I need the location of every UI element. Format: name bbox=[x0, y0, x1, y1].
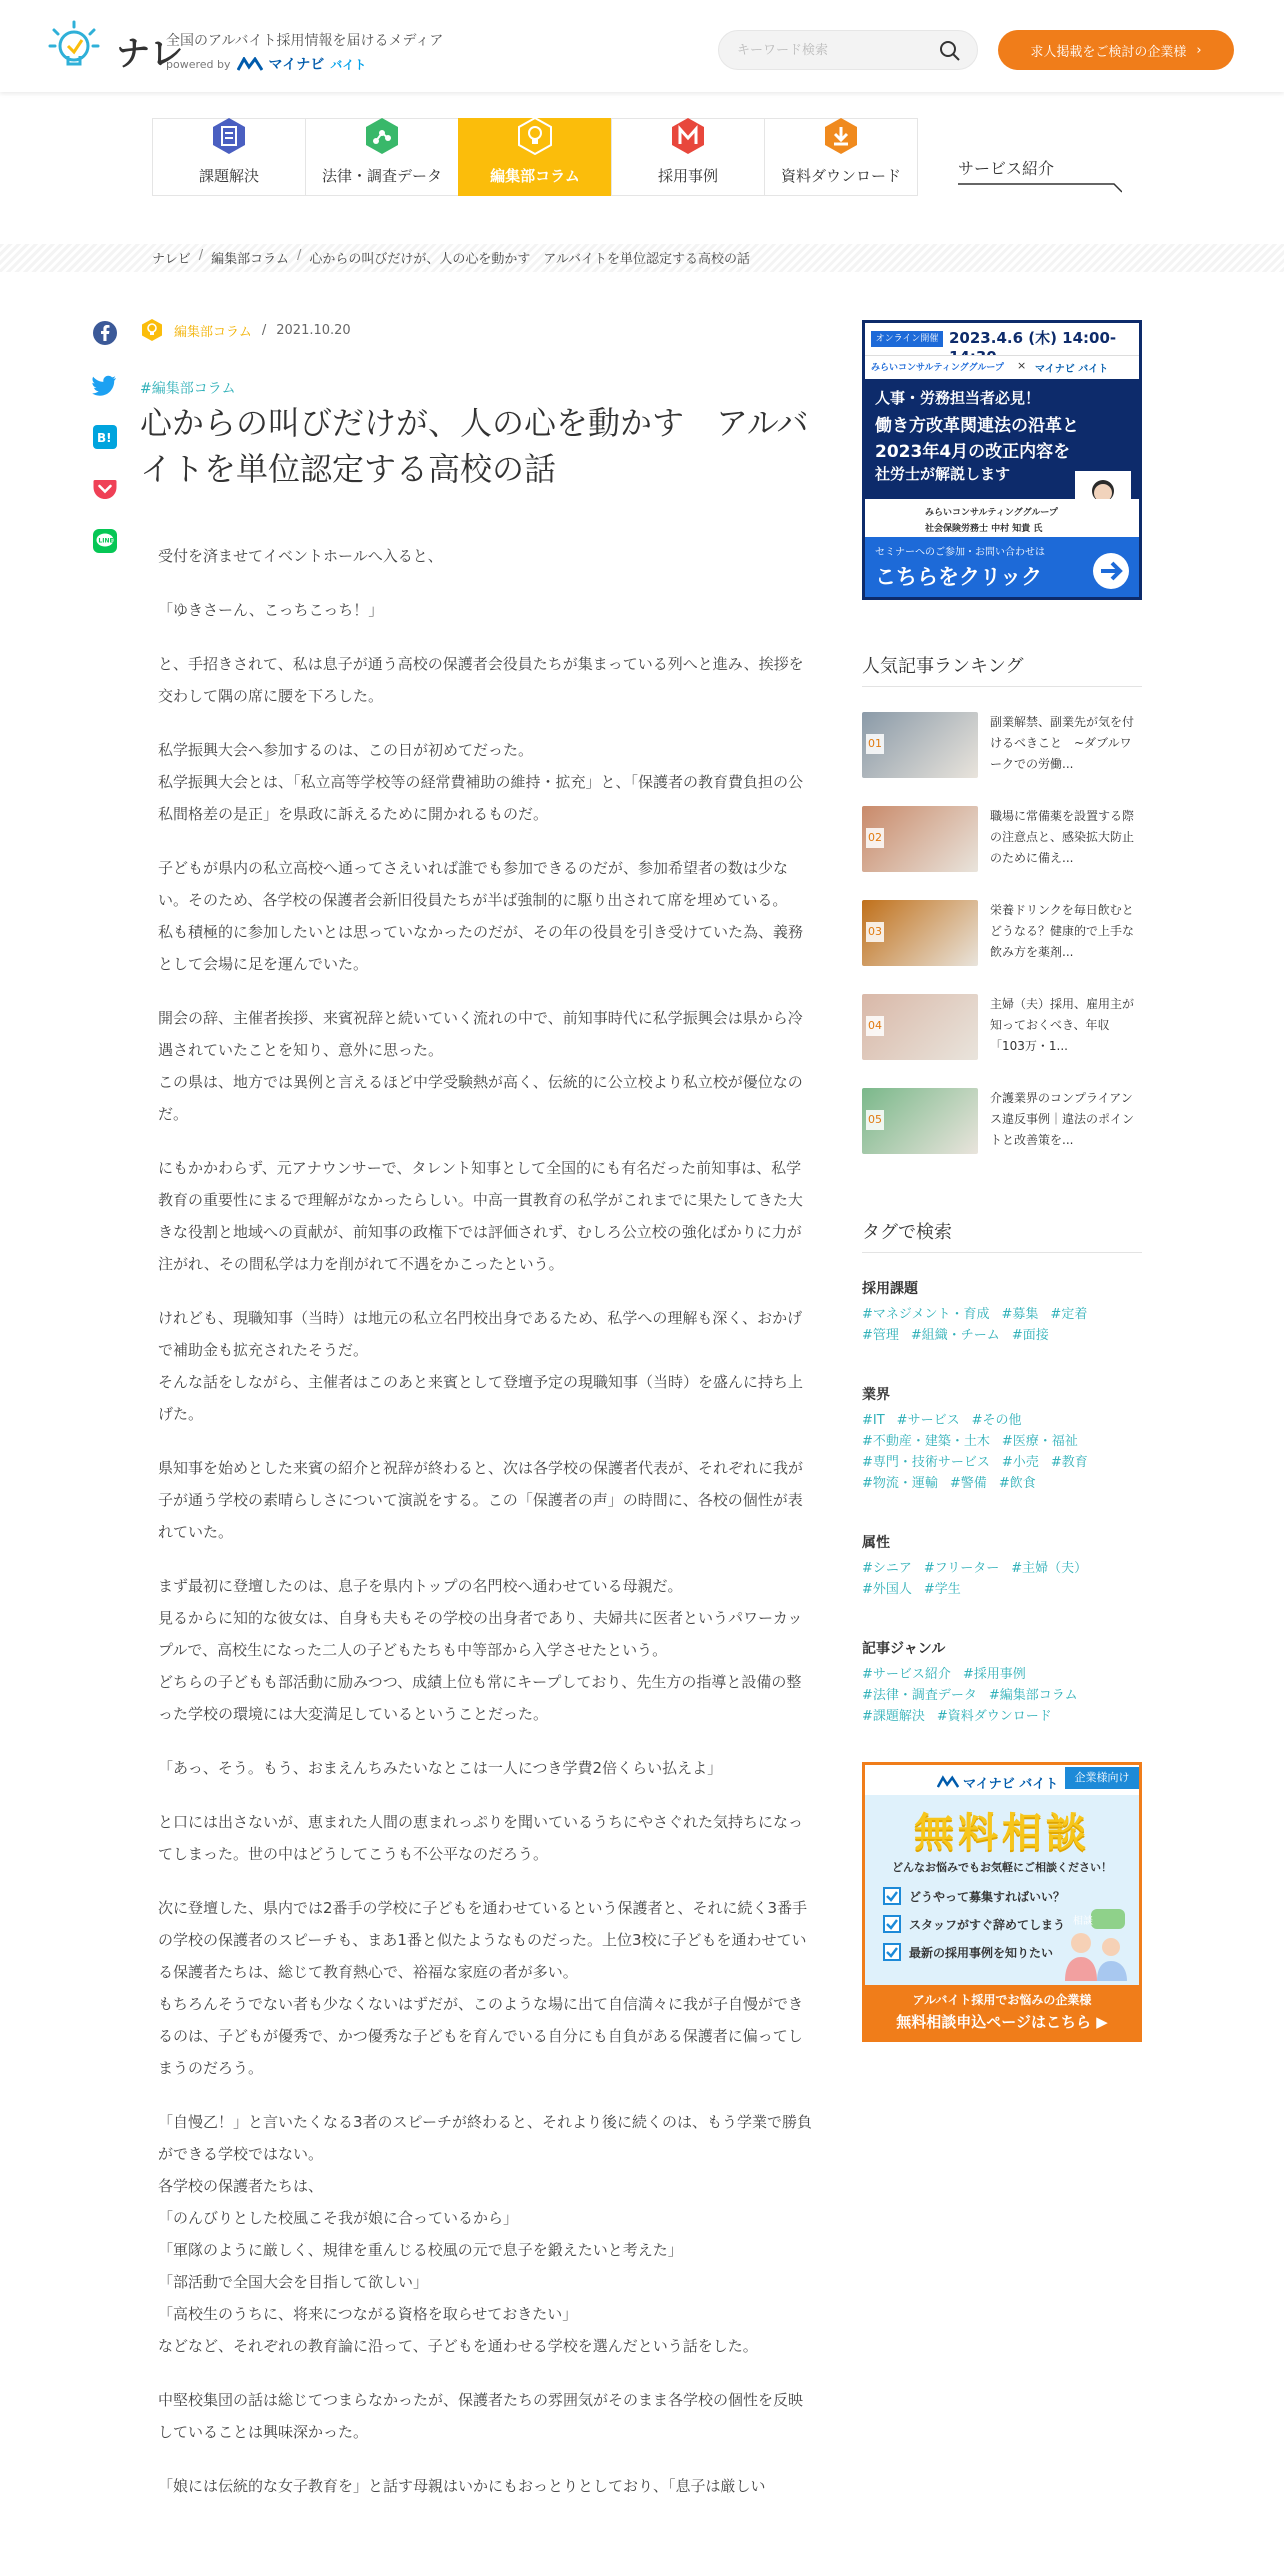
banner-cta-small: セミナーへのご参加・お問い合わせは bbox=[875, 547, 1045, 558]
article-paragraph: 中堅校集団の話は総じてつまらなかったが、保護者たちの雰囲気がそのまま各学校の個性を反映していることは興味深かった。 bbox=[158, 2391, 804, 2441]
tag-line bbox=[862, 1560, 1142, 1578]
article-hashtag[interactable]: #編集部コラム bbox=[140, 381, 236, 397]
tag-link[interactable]: #医療・福祉 bbox=[1001, 1434, 1078, 1449]
banner2-brand: マイナビ バイト bbox=[963, 1777, 1059, 1792]
banner2-check-item bbox=[883, 1943, 1053, 1961]
nav-label: 採用事例 bbox=[657, 167, 718, 185]
banner-headline-1: 人事・労務担当者必見！ bbox=[875, 389, 1041, 407]
banner2-check-item bbox=[883, 1887, 1065, 1905]
breadcrumb-separator: / bbox=[297, 248, 302, 263]
tag-group-heading: 採用課題 bbox=[862, 1281, 918, 1297]
tag-line bbox=[862, 1666, 1142, 1684]
article-body bbox=[158, 540, 814, 2524]
banner2-badge: 企業様向け bbox=[1065, 1767, 1139, 1789]
article-meta bbox=[140, 318, 351, 342]
ranking-thumbnail bbox=[862, 994, 978, 1060]
banner2-footer-2: 無料相談申込ページはこちら ▶ bbox=[896, 2013, 1108, 2031]
ranking-number: 01 bbox=[866, 734, 884, 754]
nav-item-law-data[interactable] bbox=[305, 118, 459, 196]
tag-link[interactable]: #飲食 bbox=[998, 1476, 1036, 1491]
banner2-bubble: 相談 bbox=[1073, 1916, 1093, 1927]
tag-link[interactable]: #マネジメント・育成 bbox=[862, 1307, 990, 1322]
speaker-name: 社会保険労務士 中村 知貴 氏 bbox=[925, 524, 1043, 534]
ranking-title: 人気記事ランキング bbox=[862, 656, 1024, 677]
tag-link[interactable]: #外国人 bbox=[862, 1582, 912, 1597]
nav-label: 法律・調査データ bbox=[321, 167, 442, 185]
checkbox-checked-icon bbox=[883, 1943, 901, 1961]
tag-line bbox=[862, 1687, 1142, 1705]
hatena-bookmark-icon[interactable] bbox=[92, 424, 118, 450]
tag-line bbox=[862, 1475, 1142, 1493]
lightbulb-icon bbox=[516, 117, 554, 155]
tag-link[interactable]: #IT bbox=[862, 1413, 885, 1428]
article-paragraph: と口には出さないが、恵まれた人間の恵まれっぷりを聞いているうちにやさぐれた気持ちになってしまった。世の中はどうしてこうも不公平なのだろう。 bbox=[158, 1813, 804, 1863]
twitter-icon[interactable] bbox=[92, 372, 118, 398]
tag-link[interactable]: #不動産・建築・土木 bbox=[862, 1434, 990, 1449]
tag-link[interactable]: #警備 bbox=[949, 1476, 987, 1491]
tag-link[interactable]: #学生 bbox=[923, 1582, 961, 1597]
tag-link[interactable]: #資料ダウンロード bbox=[936, 1709, 1052, 1724]
banner2-check-label: どうやって募集すればいい？ bbox=[909, 1889, 1066, 1904]
banner-headline-4: 社労士が解説します bbox=[875, 465, 1011, 483]
banner-cta: こちらをクリック bbox=[875, 565, 1043, 589]
article-paragraph: 私学振興大会へ参加するのは、この日が初めてだった。 私学振興大会とは、「私立高等学校等の経常費補助の維持・拡充」と、「保護者の教育費負担の公私間格差の是正」を県政に訴えるために開かれるものだ。 bbox=[158, 741, 804, 823]
tag-group-heading: 記事ジャンル bbox=[862, 1641, 946, 1657]
tags-divider bbox=[862, 1252, 1142, 1253]
article-paragraph: 「ゆきさーん、こっちこっち！」 bbox=[158, 601, 384, 619]
ranking-title: 副業解禁、副業先が気を付けるべきこと ~ダブルワークでの労働... bbox=[990, 715, 1135, 771]
speaker-org: みらいコンサルティンググループ bbox=[925, 508, 1058, 518]
tag-link[interactable]: #教育 bbox=[1050, 1455, 1088, 1470]
nav-label: 課題解決 bbox=[198, 167, 259, 185]
meta-separator: / bbox=[261, 322, 267, 338]
breadcrumb-separator: / bbox=[198, 248, 204, 263]
mynavi-brand-sub: バイト bbox=[330, 57, 367, 72]
banner2-footer-1: アルバイト採用でお悩みの企業様 bbox=[912, 1993, 1092, 2007]
banner2-check-label: 最新の採用事例を知りたい bbox=[909, 1945, 1054, 1960]
banner2-title: 無料相談 bbox=[914, 1810, 1090, 1856]
nav-label: 資料ダウンロード bbox=[780, 167, 901, 185]
svg-text:B!: B! bbox=[97, 431, 112, 445]
banner-headline-2: 働き方改革関連法の沿革と bbox=[875, 416, 1079, 436]
tag-link[interactable]: #サービス紹介 bbox=[862, 1667, 951, 1682]
article-category[interactable]: 編集部コラム bbox=[174, 324, 252, 340]
article-paragraph: 「あっ、そう。もう、おまえんちみたいなとこは一人につき学費2倍くらい払えよ」 bbox=[158, 1759, 723, 1777]
tag-group-heading: 属性 bbox=[862, 1535, 890, 1551]
breadcrumb bbox=[152, 248, 750, 267]
tag-link[interactable]: #募集 bbox=[1001, 1307, 1039, 1322]
tags-title: タグで検索 bbox=[862, 1222, 952, 1243]
listing-inquiry-label: 求人掲載をご検討の企業様 bbox=[1030, 44, 1187, 60]
ranking-divider bbox=[862, 686, 1142, 687]
article-title: 心からの叫びだけが、人の心を動かす アルバイトを単位認定する高校の話 bbox=[140, 404, 809, 488]
ranking-item[interactable] bbox=[862, 712, 1142, 782]
breadcrumb-category[interactable]: 編集部コラム bbox=[211, 252, 290, 267]
nav-item-case-studies[interactable] bbox=[611, 118, 765, 196]
article-paragraph: 「娘には伝統的な女子教育を」と話す母親はいかにもおっとりとしており、「息子は厳しい bbox=[158, 2477, 766, 2495]
article-paragraph: 「自慢乙！」と言いたくなる3者のスピーチが終わると、それより後に続くのは、もう学業で勝負ができる学校ではない。 各学校の保護者たちは、 「のんびりとした校風こそ我が娘に合っているから」 「軍隊のように厳しく、規律を重んじる校風の元で息子を鍛えたいと考えた」 「部活動で全国大会を目指して欲しい」 「高校生のうちに、将来につながる資格を取らせておきたい」 などなど、それぞれの教育論に沿って、子どもを通わせる学校を選んだという話をした。 bbox=[158, 2113, 812, 2355]
mynavi-logo-icon bbox=[237, 57, 263, 71]
tag-group-heading: 業界 bbox=[862, 1387, 890, 1403]
checkbox-checked-icon bbox=[883, 1915, 901, 1933]
tag-line bbox=[862, 1433, 1142, 1451]
mynavi-logo-icon bbox=[937, 1775, 959, 1789]
seminar-banner[interactable] bbox=[862, 320, 1142, 600]
logo-text[interactable]: ナレ bbox=[116, 34, 184, 74]
tag-line bbox=[862, 1454, 1142, 1472]
seminar-date: 2023.4.6 (木) 14:00- bbox=[949, 329, 1117, 347]
line-icon[interactable] bbox=[92, 528, 118, 554]
breadcrumb-current: 心からの叫びだけが、人の心を動かす アルバイトを単位認定する高校の話 bbox=[309, 252, 750, 267]
pocket-icon[interactable] bbox=[92, 476, 118, 502]
tag-link[interactable]: #フリーター bbox=[923, 1561, 1000, 1576]
online-badge: オンライン開催 bbox=[871, 331, 943, 347]
ranking-thumbnail bbox=[862, 806, 978, 872]
ranking-title: 介護業界のコンプライアンス違反事例｜違法のポイントと改善策を... bbox=[990, 1091, 1135, 1147]
article-paragraph: 県知事を始めとした来賓の紹介と祝辞が終わると、次は各学校の保護者代表が、それぞれに我が子が通う学校の素晴らしさについて演説をする。この「保護者の声」の時間に、各校の個性が表れていた。 bbox=[158, 1459, 804, 1541]
cross-mark: × bbox=[1017, 359, 1027, 372]
site-tagline: 全国のアルバイト採用情報を届けるメディア bbox=[166, 33, 444, 49]
tag-line bbox=[862, 1412, 1142, 1430]
article-paragraph: 受付を済ませてイベントホールへ入ると、 bbox=[158, 547, 443, 565]
ranking-number: 03 bbox=[866, 922, 884, 942]
banner2-check-label: スタッフがすぐ辞めてしまう bbox=[909, 1917, 1066, 1932]
article-date: 2021.10.20 bbox=[276, 322, 351, 338]
chevron-right-icon: › bbox=[1196, 42, 1202, 58]
nav-label: 編集部コラム bbox=[490, 167, 580, 185]
ranking-item[interactable] bbox=[862, 806, 1142, 876]
facebook-icon[interactable] bbox=[92, 320, 118, 346]
tag-line bbox=[862, 1327, 1142, 1345]
arrow-underline-icon bbox=[958, 180, 1122, 194]
tag-link[interactable]: #法律・調査データ bbox=[862, 1688, 977, 1703]
tag-link[interactable]: #シニア bbox=[862, 1561, 912, 1576]
consulting-company: みらいコンサルティンググループ bbox=[871, 363, 1004, 373]
tag-line bbox=[862, 1708, 1142, 1726]
tag-line bbox=[862, 1306, 1142, 1324]
article-paragraph: けれども、現職知事（当時）は地元の私立名門校出身であるため、私学への理解も深く、おかげで補助金も拡充されたそうだ。 そんな話をしながら、主催者はこのあと来賓として登壇予定の現職知事（当時）を盛んに持ち上げた。 bbox=[158, 1309, 804, 1423]
tag-link[interactable]: #小売 bbox=[1001, 1455, 1039, 1470]
tag-link[interactable]: #その他 bbox=[971, 1413, 1022, 1428]
ranking-title: 主婦（夫）採用、雇用主が知っておくべき、年収「103万・1... bbox=[990, 997, 1135, 1053]
ranking-number: 02 bbox=[866, 828, 884, 848]
free-consultation-banner[interactable] bbox=[862, 1762, 1142, 2042]
nav-item-downloads[interactable] bbox=[764, 118, 918, 196]
tag-link[interactable]: #編集部コラム bbox=[988, 1688, 1078, 1703]
ranking-item[interactable] bbox=[862, 900, 1142, 970]
search-box bbox=[718, 30, 978, 70]
ranking-item[interactable] bbox=[862, 1088, 1142, 1158]
powered-by-label: powered by bbox=[166, 57, 231, 71]
tag-link[interactable]: #管理 bbox=[862, 1328, 899, 1343]
banner-headline-3: 2023年4月の改正内容を bbox=[875, 442, 1071, 462]
consultants-illustration-icon bbox=[1061, 1909, 1131, 1981]
checkbox-checked-icon bbox=[883, 1887, 901, 1905]
download-icon bbox=[822, 117, 860, 155]
nav-item-service-intro[interactable]: サービス紹介 bbox=[958, 159, 1055, 178]
tag-link[interactable]: #主婦（夫） bbox=[1011, 1561, 1088, 1576]
lightbulb-logo-icon[interactable] bbox=[48, 20, 112, 72]
banner2-subtitle: どんなお悩みでもお気軽にご相談ください！ bbox=[892, 1861, 1112, 1874]
m-icon bbox=[669, 117, 707, 155]
article-paragraph: 子どもが県内の私立高校へ通ってさえいれば誰でも参加できるのだが、参加希望者の数は少ない。そのため、各学校の保護者会新旧役員たちが半ば強制的に駆り出されて席を埋めている。 私も積極的に参加したいとは思っていなかったのだが、その年の役員を引き受けていた為、義務として会場に足を運んでいた。 bbox=[158, 859, 804, 973]
mynavi-brand: マイナビ bbox=[268, 57, 325, 73]
tag-link[interactable]: #採用事例 bbox=[962, 1667, 1026, 1682]
ranking-thumbnail bbox=[862, 900, 978, 966]
banner-brand: マイナビ バイト bbox=[1035, 364, 1109, 375]
listing-inquiry-button[interactable] bbox=[998, 30, 1234, 70]
banner2-check-item bbox=[883, 1915, 1065, 1933]
lightbulb-badge-icon bbox=[140, 318, 164, 342]
tag-line bbox=[862, 1581, 1142, 1599]
search-input[interactable] bbox=[719, 31, 919, 69]
ranking-number: 05 bbox=[866, 1110, 884, 1130]
breadcrumb-home[interactable]: ナレビ bbox=[152, 252, 191, 267]
nav-item-problem-solving[interactable] bbox=[152, 118, 306, 196]
tag-link[interactable]: #定着 bbox=[1050, 1307, 1088, 1322]
tag-link[interactable]: #課題解決 bbox=[862, 1709, 925, 1724]
tag-link[interactable]: #サービス bbox=[896, 1413, 960, 1428]
tag-link[interactable]: #組織・チーム bbox=[910, 1328, 1000, 1343]
clipboard-icon bbox=[210, 117, 248, 155]
tag-link[interactable]: #面接 bbox=[1011, 1328, 1049, 1343]
ranking-number: 04 bbox=[866, 1016, 884, 1036]
article-paragraph: にもかかわらず、元アナウンサーで、タレント知事として全国的にも有名だった前知事は、私学教育の重要性にまるで理解がなかったらしい。中高一貫教育の私学がこれまでに果たしてきた大きな役割と地域への貢献が、前知事の政権下では評価されず、むしろ公立校の強化ばかりに力が注がれ、その間私学は力を削がれて不遇をかこったという。 bbox=[158, 1159, 803, 1273]
article-paragraph: 次に登壇した、県内では2番手の学校に子どもを通わせているという保護者と、それに続く3番手の学校の保護者のスピーチも、まあ1番と似たようなものだった。上位3校に子どもを通わせている保護者たちは、総じて教育熱心で、裕福な家庭の者が多い。 もちろんそうでない者も少なくないはずだが、このような場に出て自信満々に我が子自慢ができるのは、子どもが優秀で、かつ優秀な子どもを育んでいる自分にも自負がある保護者に偏ってしまうのだろう。 bbox=[158, 1899, 808, 2077]
tag-link[interactable]: #専門・技術サービス bbox=[862, 1455, 990, 1470]
article-paragraph: まず最初に登壇したのは、息子を県内トップの名門校へ通わせている母親だ。 見るからに知的な彼女は、自身も夫もその学校の出身者であり、夫婦共に医者というパワーカップルで、高校生になった二人の子どもたちも中等部から入学させたという。 どちらの子どもも部活動に励みつつ、成績上位も常にキープしており、先生方の指導と設備の整った学校の環境には大変満足しているということだった。 bbox=[158, 1577, 803, 1723]
article-paragraph: 開会の辞、主催者挨拶、来賓祝辞と続いていく流れの中で、前知事時代に私学振興会は県から冷遇されていたことを知り、意外に思った。 この県は、地方では異例と言えるほど中学受験熱が高く、伝統的に公立校より私立校が優位なのだ。 bbox=[158, 1009, 803, 1123]
powered-by bbox=[166, 54, 366, 74]
arrow-right-circle-icon bbox=[1091, 551, 1131, 591]
article-paragraph: と、手招きされて、私は息子が通う高校の保護者会役員たちが集まっている列へと進み、挨拶を交わして隅の席に腰を下ろした。 bbox=[158, 655, 804, 705]
ranking-thumbnail bbox=[862, 1088, 978, 1154]
svg-text:LINE: LINE bbox=[98, 537, 114, 545]
search-icon[interactable] bbox=[939, 40, 961, 62]
ranking-item[interactable] bbox=[862, 994, 1142, 1064]
tag-link[interactable]: #物流・運輸 bbox=[862, 1476, 938, 1491]
ranking-title: 職場に常備薬を設置する際の注意点と、感染拡大防止のために備え... bbox=[990, 809, 1135, 865]
nav-item-editorial-column[interactable] bbox=[458, 118, 612, 196]
ranking-thumbnail bbox=[862, 712, 978, 778]
site-header bbox=[0, 0, 1284, 92]
ranking-title: 栄養ドリンクを毎日飲むとどうなる？健康的で上手な飲み方を薬剤... bbox=[990, 903, 1135, 959]
chart-icon bbox=[363, 117, 401, 155]
